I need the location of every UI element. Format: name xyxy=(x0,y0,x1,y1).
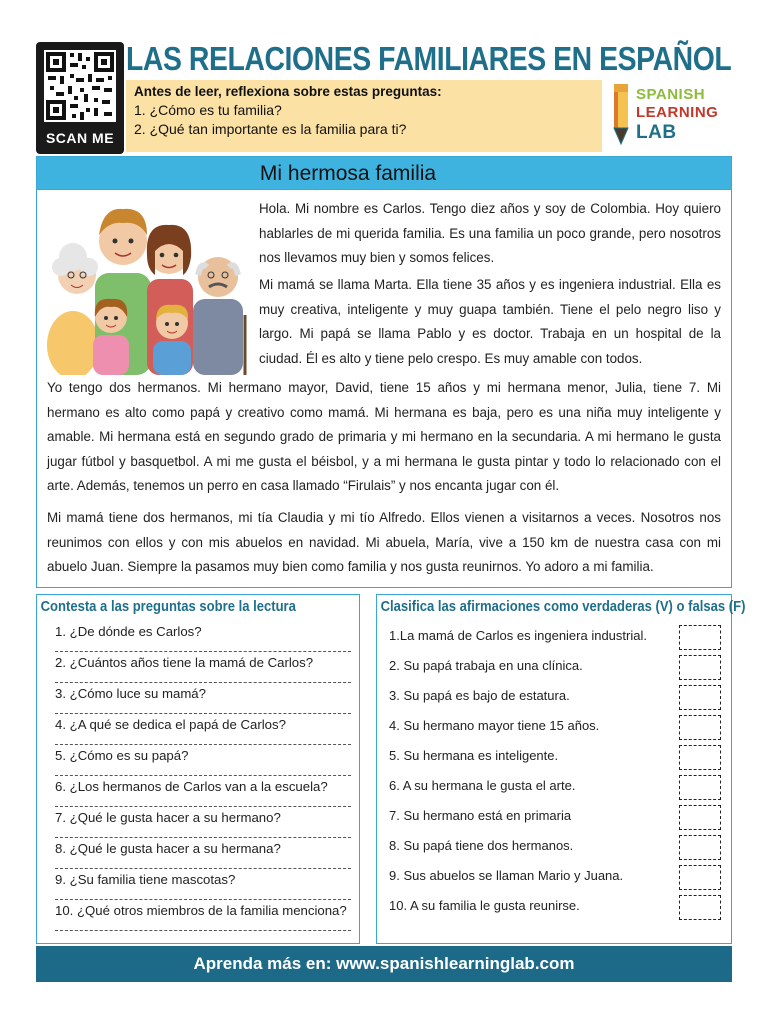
statement-text: 7. Su hermano está en primaria xyxy=(389,808,572,823)
reading-title-banner xyxy=(37,157,731,190)
answer-box[interactable] xyxy=(679,685,721,710)
question-item[interactable]: 1. ¿De dónde es Carlos? xyxy=(55,621,351,652)
reading-paragraph: Mi mamá se llama Marta. Ella tiene 35 años y es ingeniera industrial. Ella es muy creativa, inteligente y muy guapa también. Tiene el pelo negro liso y largo. Mi papá se llama Pablo y es doctor. Trabaja en un hospital de la ciudad. Él es alto y tiene pelo crespo. Es muy amable con todos. xyxy=(259,277,721,366)
qr-code-badge[interactable] xyxy=(36,42,124,154)
statement-text: 4. Su hermano mayor tiene 15 años. xyxy=(389,718,600,733)
question-item[interactable]: 10. ¿Qué otros miembros de la familia menciona? xyxy=(55,900,351,931)
answer-box[interactable] xyxy=(679,655,721,680)
statement-item xyxy=(389,775,723,805)
statement-item xyxy=(389,685,723,715)
answer-box[interactable] xyxy=(679,805,721,830)
footer-banner xyxy=(36,946,732,982)
question-item[interactable]: 2. ¿Cuántos años tiene la mamá de Carlos? xyxy=(55,652,351,683)
question-item[interactable]: 7. ¿Qué le gusta hacer a su hermano? xyxy=(55,807,351,838)
answer-box[interactable] xyxy=(679,835,721,860)
questions-list xyxy=(37,615,359,931)
question-item[interactable]: 8. ¿Qué le gusta hacer a su hermana? xyxy=(55,838,351,869)
answer-box[interactable] xyxy=(679,895,721,920)
comprehension-questions-panel xyxy=(36,594,360,944)
statement-text: 2. Su papá trabaja en una clínica. xyxy=(389,658,583,673)
answer-box[interactable] xyxy=(679,775,721,800)
statement-text: 10. A su familia le gusta reunirse. xyxy=(389,898,580,913)
statement-item xyxy=(389,835,723,865)
statement-item xyxy=(389,745,723,775)
logo-line-lab: LAB xyxy=(636,122,677,143)
statement-text: 3. Su papá es bajo de estatura. xyxy=(389,688,570,703)
reading-title: Mi hermosa familia xyxy=(259,162,437,185)
true-false-list xyxy=(377,615,731,925)
question-item[interactable]: 5. ¿Cómo es su papá? xyxy=(55,745,351,776)
reading-paragraph: Mi mamá tiene dos hermanos, mi tía Claudia y mi tío Alfredo. Ellos vienen a visitarnos a veces. Nosotros nos reunimos con ellos y con mis abuelos en navidad. Mi abuela, María, vive a 150 km de nuestra casa con mi abuelo Juan. Siempre la pasamos muy bien como familia y nos gusta reunirnos. Yo adoro a mi familia. xyxy=(47,510,721,574)
statement-text: 5. Su hermana es inteligente. xyxy=(389,748,559,763)
statement-item xyxy=(389,655,723,685)
pre-reading-heading: Antes de leer, reflexiona sobre estas preguntas: xyxy=(134,84,442,99)
pencil-icon xyxy=(606,82,636,148)
statement-item xyxy=(389,805,723,835)
pre-reading-question: 2. ¿Qué tan importante es la familia para ti? xyxy=(134,121,407,137)
question-item[interactable]: 4. ¿A qué se dedica el papá de Carlos? xyxy=(55,714,351,745)
reading-paragraph: Hola. Mi nombre es Carlos. Tengo diez años y soy de Colombia. Hoy quiero hablarles de mi querida familia. Es una familia un poco grande, pero nosotros nos llevamos muy bien y somos felices. xyxy=(259,201,721,265)
qr-code-icon xyxy=(44,50,116,122)
footer-link[interactable]: Aprenda más en: www.spanishlearninglab.com xyxy=(193,954,575,973)
logo-line-spanish: SPANISH xyxy=(636,86,706,103)
pre-reading-question: 1. ¿Cómo es tu familia? xyxy=(134,102,282,118)
family-illustration xyxy=(43,195,251,375)
answer-box[interactable] xyxy=(679,715,721,740)
statement-text: 1.La mamá de Carlos es ingeniera industrial. xyxy=(389,628,647,643)
statement-text: 9. Sus abuelos se llaman Mario y Juana. xyxy=(389,868,624,883)
pre-reading-box xyxy=(126,80,602,152)
brand-logo xyxy=(606,82,736,148)
question-item[interactable]: 6. ¿Los hermanos de Carlos van a la escuela? xyxy=(55,776,351,807)
answer-box[interactable] xyxy=(679,865,721,890)
questions-heading: Contesta a las preguntas sobre la lectura xyxy=(40,599,296,615)
statement-item xyxy=(389,715,723,745)
statement-text: 8. Su papá tiene dos hermanos. xyxy=(389,838,574,853)
true-false-panel xyxy=(376,594,746,944)
logo-line-learning: LEARNING xyxy=(636,104,719,121)
statement-text: 6. A su hermana le gusta el arte. xyxy=(389,778,576,793)
question-item[interactable]: 9. ¿Su familia tiene mascotas? xyxy=(55,869,351,900)
statement-item xyxy=(389,895,723,925)
question-item[interactable]: 3. ¿Cómo luce su mamá? xyxy=(55,683,351,714)
reading-paragraph: Yo tengo dos hermanos. Mi hermano mayor, David, tiene 15 años y mi hermana menor, Julia, tiene 7. Mi hermano es alto como papá y creativo como mamá. Mi hermana es baja, pero es una niña muy inteligente y amable. Mi hermana está en segundo grado de primaria y mi hermano en la secundaria. A mi hermano le gusta jugar fútbol y basquetbol. A mi me gusta el béisbol, y a mi hermana le gusta pintar y todo lo relacionado con el arte. Además, tenemos un perro en casa llamado “Firulais” y nos encanta jugar con él. xyxy=(47,380,721,493)
reading-section xyxy=(36,156,732,588)
answer-box[interactable] xyxy=(679,745,721,770)
answer-box[interactable] xyxy=(679,625,721,650)
statement-item xyxy=(389,625,723,655)
true-false-heading: Clasifica las afirmaciones como verdaderas (V) o falsas (F) xyxy=(380,599,746,615)
page-title: LAS RELACIONES FAMILIARES EN ESPAÑOL xyxy=(126,40,732,77)
statement-item xyxy=(389,865,723,895)
qr-scan-label: SCAN ME xyxy=(45,130,115,146)
